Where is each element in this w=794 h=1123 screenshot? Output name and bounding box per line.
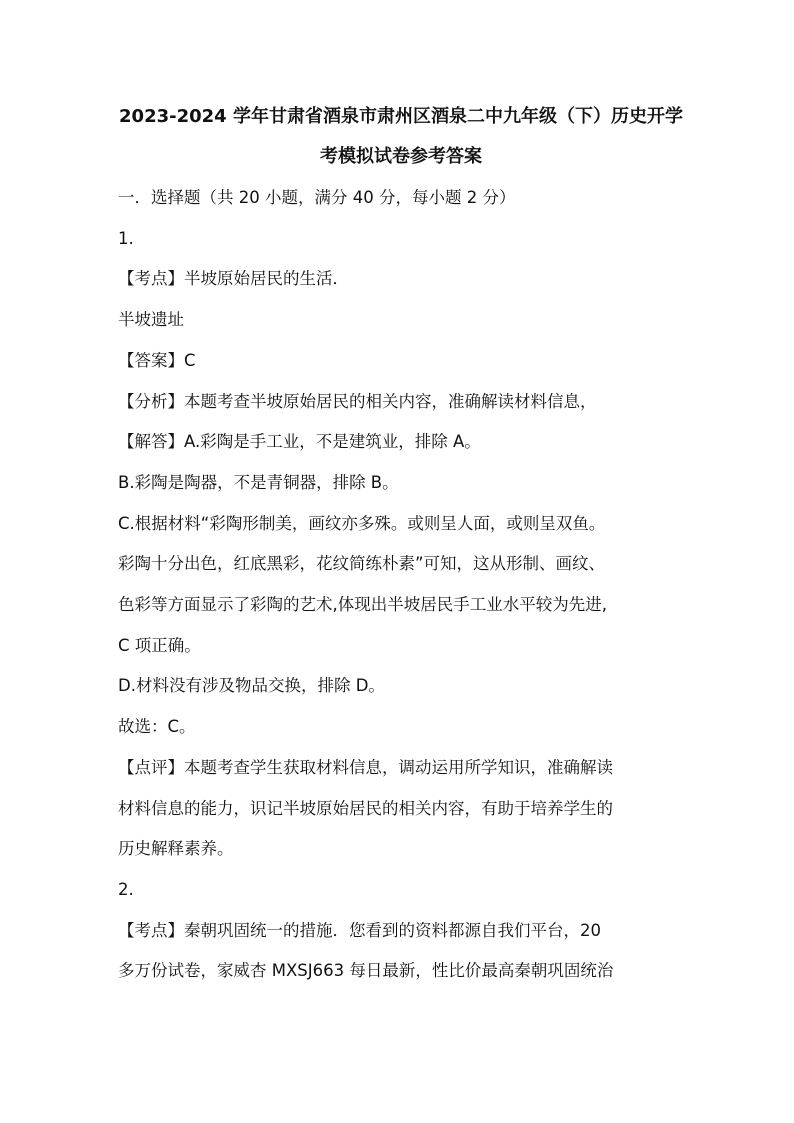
- analysis: 【分析】本题考查半坡原始居民的相关内容，准确解读材料信息，: [118, 391, 597, 411]
- solution-c-line-4: C 项正确。: [118, 635, 201, 655]
- comment-line-3: 历史解释素养。: [118, 839, 234, 859]
- kaodian-extra: 半坡遗址: [118, 310, 184, 330]
- question-number: 1.: [118, 228, 134, 248]
- title-line-1: 2023-2024 学年甘肃省酒泉市肃州区酒泉二中九年级（下）历史开学: [119, 106, 683, 127]
- comment-line-2: 材料信息的能力，识记半坡原始居民的相关内容，有助于培养学生的: [118, 798, 613, 818]
- solution-c-line-2: 彩陶十分出色，红底黑彩，花纹简练朴素”可知，这从形制、画纹、: [118, 554, 606, 574]
- kaodian-line-2: 多万份试卷，家威杏 MXSJ663 每日最新，性比价最高秦朝巩固统治: [118, 961, 614, 981]
- document-title: [110, 0, 692, 177]
- solution-d: D.材料没有涉及物品交换，排除 D。: [118, 676, 385, 696]
- kaodian: 【考点】半坡原始居民的生活．: [118, 269, 349, 289]
- section-heading: 一．选择题（共 20 小题，满分 40 分，每小题 2 分）: [118, 188, 516, 207]
- final-choice: 故选：C。: [118, 717, 196, 737]
- title-line-2: 考模拟试卷参考答案: [320, 146, 482, 167]
- kaodian-line-1: 【考点】秦朝巩固统一的措施．您看到的资料都源自我们平台，20: [118, 920, 601, 940]
- solution-a: 【解答】A.彩陶是手工业，不是建筑业，排除 A。: [118, 432, 481, 452]
- solution-c-line-1: C.根据材料“彩陶形制美，画纹亦多殊。或则呈人面，或则呈双鱼。: [118, 513, 606, 533]
- question-2: [118, 870, 684, 992]
- comment-line-1: 【点评】本题考查学生获取材料信息，调动运用所学知识，准确解读: [118, 757, 613, 777]
- solution-c-line-3: 色彩等方面显示了彩陶的艺术,体现出半坡居民手工业水平较为先进,: [118, 595, 607, 615]
- question-1: [118, 219, 684, 870]
- answer: 【答案】C: [118, 350, 196, 370]
- solution-b: B.彩陶是陶器，不是青铜器，排除 B。: [118, 472, 399, 492]
- question-number: 2.: [118, 879, 134, 899]
